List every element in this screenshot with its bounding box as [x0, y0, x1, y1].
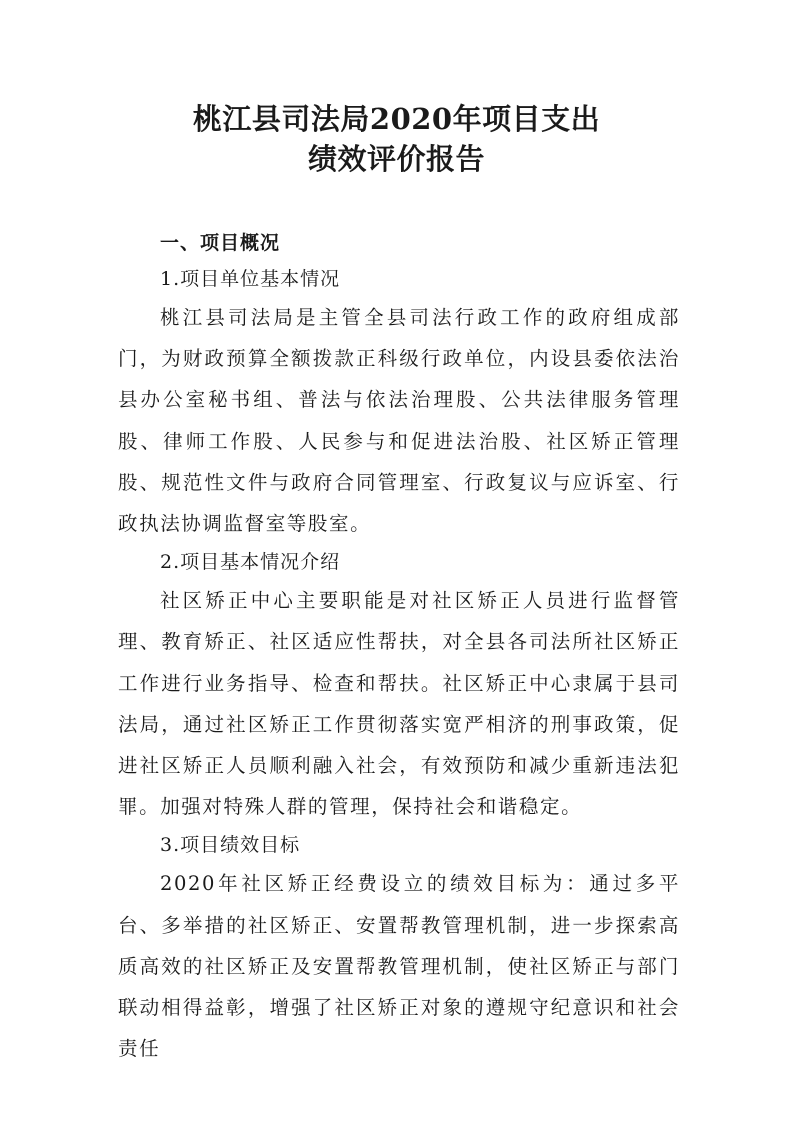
document-title-line-2: 绩效评价报告 — [307, 142, 485, 176]
paragraph-performance-goals: 2020年社区矫正经费设立的绩效目标为：通过多平台、多举措的社区矫正、安置帮教管理机制，进一步探索高质高效的社区矫正及安置帮教管理机制，使社区矫正与部门联动相得益彰，增强了社区矫正对象的遵规守纪意识和社会责任 — [118, 872, 680, 1061]
paragraph-project-intro: 社区矫正中心主要职能是对社区矫正人员进行监督管理、教育矫正、社区适应性帮扶，对全县各司法所社区矫正工作进行业务指导、检查和帮扶。社区矫正中心隶属于县司法局，通过社区矫正工作贯彻落实宽严相济的刑事政策，促进社区矫正人员顺利融入社会，有效预防和减少重新违法犯罪。加强对特殊人群的管理，保持社会和谐稳定。 — [118, 589, 680, 819]
section-heading-project-overview: 一、项目概况 — [160, 232, 281, 254]
paragraph-unit-basics: 桃江县司法局是主管全县司法行政工作的政府组成部门，为财政预算全额拨款正科级行政单位，内设县委依法治县办公室秘书组、普法与依法治理股、公共法律服务管理股、律师工作股、人民参与和促进法治股、社区矫正管理股、规范性文件与政府合同管理室、行政复议与应诉室、行政执法协调监督室等股室。 — [118, 306, 680, 536]
subsection-heading-project-intro: 2.项目基本情况介绍 — [160, 551, 341, 574]
document-body — [118, 225, 680, 1069]
document-title-line-1: 桃江县司法局2020年项目支出 — [192, 102, 601, 136]
subsection-heading-performance-goals: 3.项目绩效目标 — [160, 834, 301, 857]
subsection-heading-unit-basics: 1.项目单位基本情况 — [160, 268, 341, 290]
